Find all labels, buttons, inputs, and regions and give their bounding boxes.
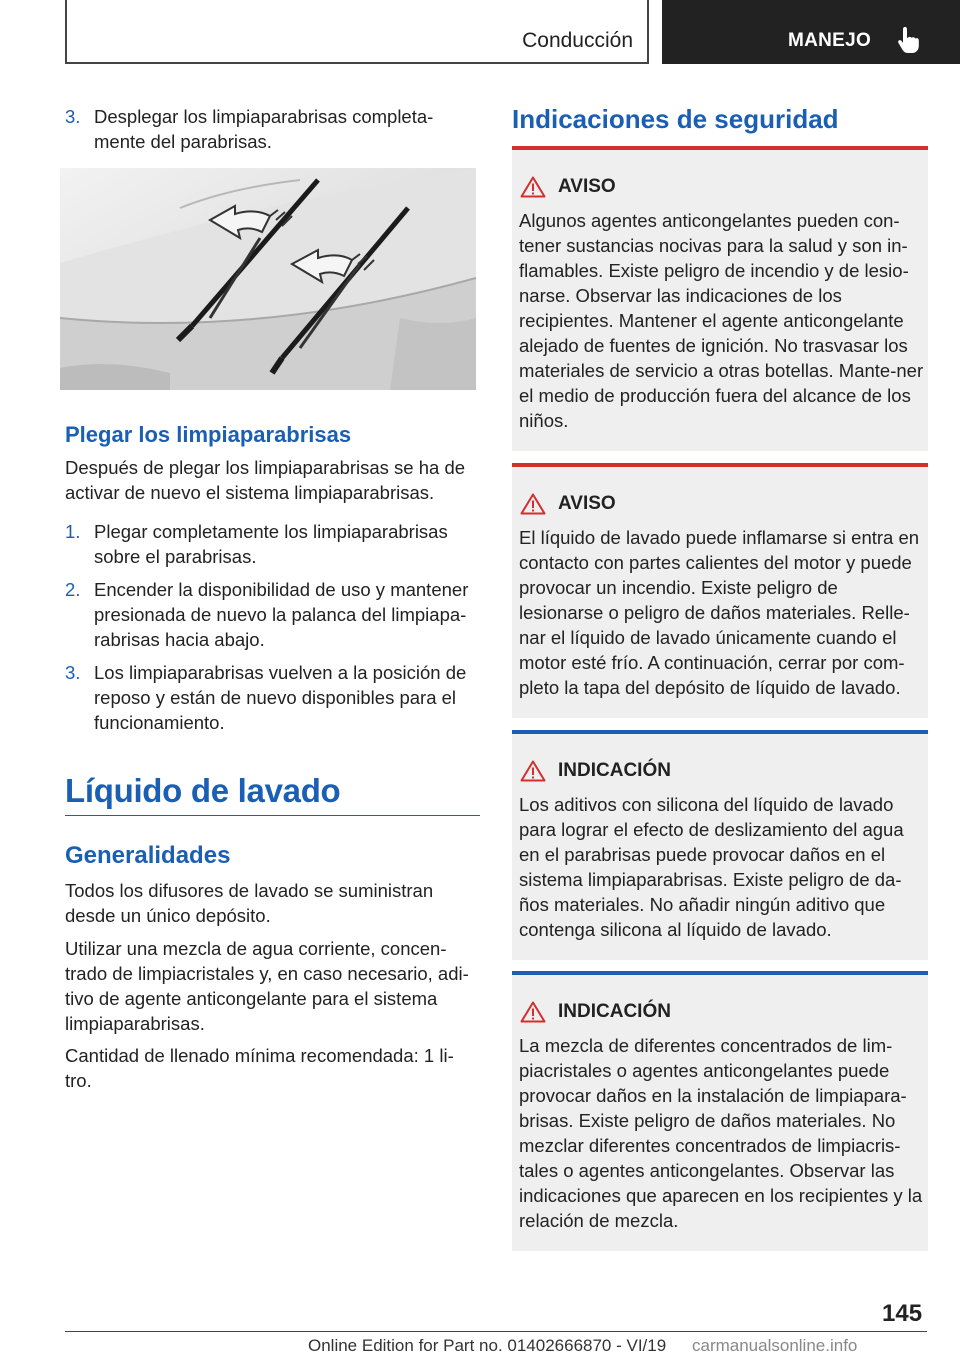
- header-section-tab: [65, 0, 649, 64]
- notice-box-indication-1: [512, 730, 928, 960]
- footer-edition: Online Edition for Part no. 01402666870 - VI/19: [308, 1336, 667, 1355]
- warning-triangle-icon: [520, 760, 546, 782]
- step-text: Encender la disponibilidad de uso y mantener presionada de nuevo la palanca del limpiapa‐rabrisas hacia abajo.: [94, 579, 469, 650]
- fold-intro: Después de plegar los limpiaparabrisas se ha de activar de nuevo el sistema limpiaparabrisas.: [65, 457, 466, 503]
- notice-label: INDICACIÓN: [558, 1001, 671, 1022]
- general-title: Generalidades: [65, 842, 231, 869]
- notice-text: La mezcla de diferentes concentrados de lim‐piacristales o agentes anticongelantes puede provocar daños en la instalación de limpiapara‐brisas. Existe peligro de daños materiales. No mezclar diferentes concentrados de limpiacris‐tales o agentes anticongelantes. Observar las indicaciones que aparecen en los recipientes y la relación de mezcla.: [519, 1035, 923, 1231]
- hand-pointer-icon: [896, 25, 922, 55]
- step-number: 1.: [65, 521, 81, 542]
- fold-wipers-title: Plegar los limpiaparabrisas: [65, 422, 352, 447]
- windshield-wipers-image: [60, 168, 476, 390]
- general-paragraph-2: Utilizar una mezcla de agua corriente, concen‐trado de limpiacristales y, en caso necesario, adi‐tivo de agente anticongelante para el sistema limpiaparabrisas.: [65, 938, 469, 1034]
- warning-triangle-icon: [520, 493, 546, 515]
- notice-label: AVISO: [558, 176, 616, 197]
- notice-label: AVISO: [558, 493, 616, 514]
- footer-watermark: carmanualsonline.info: [692, 1336, 858, 1355]
- fold-step-2: [65, 577, 480, 652]
- notice-text: Algunos agentes anticongelantes pueden con‐tener sustancias nocivas para la salud y son in‐flamables. Existe peligro de incendio y de lesio‐narse. Observar las indicaciones de los recipientes. Mantener el agente anticongelante alejado de fuentes de ignición. No trasvasar los materiales de servicio a otras botellas. Mante‐ner el medio de producción fuera del alcance de los niños.: [519, 210, 924, 431]
- notice-text: Los aditivos con silicona del líquido de lavado para lograr el efecto de deslizamiento del agua en el parabrisas puede provocar daños en el sistema limpiaparabrisas. Existe peligro de da‐ños materiales. No añadir ningún aditivo que contenga silicona al líquido de lavado.: [519, 794, 904, 940]
- step-text: Desplegar los limpiaparabrisas completa‐mente del parabrisas.: [94, 106, 434, 152]
- notice-label: INDICACIÓN: [558, 760, 671, 781]
- header-chapter-tab: [662, 0, 960, 64]
- safety-title: Indicaciones de seguridad: [512, 104, 839, 134]
- step-number: 2.: [65, 579, 81, 600]
- warning-triangle-icon: [520, 176, 546, 198]
- general-paragraph-1: Todos los difusores de lavado se suministran desde un único depósito.: [65, 880, 434, 926]
- fold-step-3: [65, 660, 480, 735]
- notice-box-warning-2: [512, 463, 928, 718]
- notice-text: El líquido de lavado puede inflamarse si entra en contacto con partes calientes del motor y puede provocar un incendio. Existe peligro de lesionarse o peligro de daños materiales. Relle‐nar el líquido de lavado únicamente cuando el motor esté frío. A continuación, cerrar por com‐pleto la tapa del depósito de líquido de lavado.: [519, 527, 920, 698]
- title-divider: [65, 815, 480, 816]
- washer-fluid-title: Líquido de lavado: [65, 772, 341, 809]
- general-paragraph-3: Cantidad de llenado mínima recomendada: 1 li‐tro.: [65, 1045, 454, 1091]
- header-chapter-label: MANEJO: [788, 30, 872, 51]
- step-number: 3.: [65, 106, 81, 127]
- wiper-illustration: [60, 168, 476, 390]
- step-text: Plegar completamente los limpiaparabrisas sobre el parabrisas.: [94, 521, 448, 567]
- footer-divider: [65, 1331, 927, 1332]
- fold-step-1: [65, 519, 480, 569]
- notice-box-indication-2: [512, 971, 928, 1251]
- notice-box-warning-1: [512, 146, 928, 451]
- step-number: 3.: [65, 662, 81, 683]
- unfold-step-3: [65, 104, 480, 154]
- page-number: 145: [882, 1300, 923, 1327]
- step-text: Los limpiaparabrisas vuelven a la posición de reposo y están de nuevo disponibles para el funcionamiento.: [94, 662, 467, 733]
- warning-triangle-icon: [520, 1001, 546, 1023]
- header-section-label: Conducción: [522, 29, 633, 52]
